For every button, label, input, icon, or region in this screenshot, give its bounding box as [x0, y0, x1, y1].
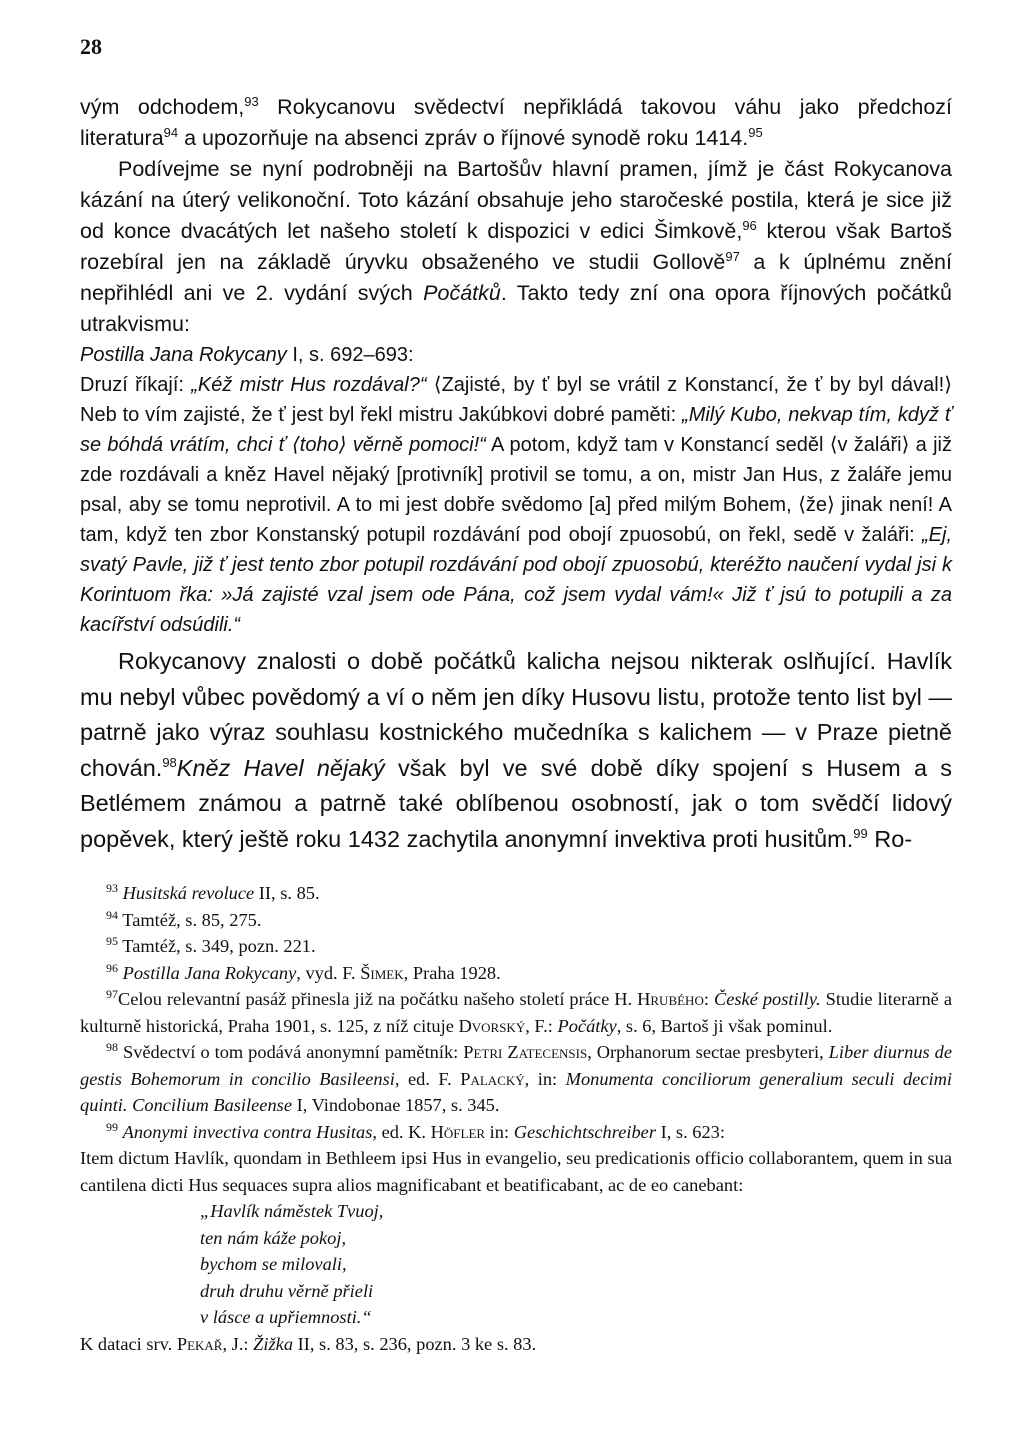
paragraph-1: vým odchodem,$^{93}$ Rokycanovu svědectví nepřikládá takovou váhu jako předchozí literatura$^{94}$ a upozorňuje na absenci zpráv o říjnové synodě roku 1414.95: [80, 93, 953, 150]
footnote-93: $^{93}$ Husitská revoluce II, s. 85.: [106, 880, 320, 903]
footnote-ref-94[interactable]: 94: [163, 124, 179, 140]
footnote-ref-96[interactable]: 96: [742, 217, 757, 233]
footnote-ref-97[interactable]: 97: [725, 248, 740, 264]
quote-block: [80, 340, 952, 640]
footnote-99: $^{99}$ Anonymi invectiva contra Husitas, ed. K. Höfler in: Geschichtschreiber I, s. 623:: [106, 1119, 725, 1142]
footnote-99-latin: Item dictum Havlík, quondam in Bethleem ipsi Hus in evangelio, seu predicationis officio collaborantem, quem in sua cantilena dicti Hus sequaces supra alios magnificabant et beatificabant, ac de eo canebant:: [80, 1148, 952, 1195]
footnote-ref-98[interactable]: 98: [162, 754, 177, 770]
main-text: [80, 92, 952, 857]
quote-text: Druzí říkají: „Kéž mistr Hus rozdával?“ ⟨Zajisté, by ť byl se vrátil z Konstancí, že ť by byl dával!⟩ Neb to vím zajisté, že ť jest byl řekl mistru Jakúbkovi dobré paměti: „Milý Kubo, nekvap tím, když ť se bóhdá vrátím, chci ť ⟨toho⟩ věrně pomoci!“ A potom, když tam v Konstancí seděl ⟨v žaláři⟩ a již zde rozdávali a kněz Havel nějaký [protivník] protivil se tomu, a on, mistr Jan Hus, z žaláře jemu psal, aby se tomu neprotivil. A to mi jest dobře svědomo [a] před milým Bohem, ⟨že⟩ jinak není! A tam, když ten zbor Konstanský potupil rozdávání pod obojí zpuosobú, on řekl, sedě v žaláři: „Ej, svatý Pavle, již ť jest tento zbor potupil rozdávání pod obojí zpuosobú, kteréžto naučení vydal jsi k Korintuom řka: »Já zajisté vzal jsem ode Pána, což jsem vydal vám!« Již ť jsú to potupili a za kacířství odsúdili.“: [80, 374, 953, 636]
footnote-98: $^{98}$ Svědectví o tom podává anonymní pamětník: Petri Zatecensis, Orphanorum sectae presbyteri, Liber diurnus de gestis Bohemorum in concilio Basileensi, ed. F. Palacký, in: Monumenta conciliorum generalium seculi decimi quinti. Concilium Basileense I, Vindobonae 1857, s. 345.: [80, 1039, 952, 1115]
footnote-ref-99[interactable]: 99: [853, 825, 868, 841]
poem-line: „Havlík náměstek Tvuoj,: [200, 1201, 384, 1221]
footnote-95: $^{95}$ Tamtéž, s. 349, pozn. 221.: [106, 933, 316, 956]
footnote-94: $^{94}$ Tamtéž, s. 85, 275.: [106, 907, 262, 930]
footnote-96: $^{96}$ Postilla Jana Rokycany, vyd. F. Šimek, Praha 1928.: [106, 960, 501, 983]
page-number: 28: [80, 34, 102, 59]
footnote-97: $^{97}$Celou relevantní pasáž přinesla již na počátku našeho století práce H. Hrubého: České postilly. Studie literarně a kulturně historická, Praha 1901, s. 125, z níž cituje Dvorský, F.: Počátky, s. 6, Bartoš ji však pominul.: [80, 986, 952, 1036]
paragraph-3: Rokycanovy znalosti o době počátků kalicha nejsou nikterak oslňující. Havlík mu nebyl vůbec povědomý a ví o něm jen díky Husovu listu, protože tento list byl — patrně jako výraz souhlasu kostnického mučedníka s kalichem — v Praze pietně chován.$^{98}$Kněz Havel nějaký však byl ve své době díky spojení s Husem a s Betlémem známou a patrně také oblíbenou osobností, jak o tom svědčí lidový popěvek, který ještě roku 1432 zachytila anonymní invektiva proti husitům.$^{99}$ Ro-: [80, 648, 952, 852]
poem-line: druh druhu věrně přieli: [200, 1280, 374, 1301]
quote-source: Postilla Jana Rokycany I, s. 692–693:: [80, 344, 414, 366]
book-title: Počátků: [423, 281, 501, 305]
poem-line: ten nám káže pokoj,: [200, 1227, 347, 1248]
poem-line: v lásce a upřiemnosti.“: [200, 1307, 372, 1327]
footnote-ref-93[interactable]: 93: [244, 93, 259, 109]
poem: [200, 1198, 952, 1331]
footnotes: [80, 880, 952, 1357]
footnote-ref-95[interactable]: 95: [748, 124, 763, 140]
footnote-99-dating: K dataci srv. Pekař, J.: Žižka II, s. 83, s. 236, pozn. 3 ke s. 83.: [80, 1333, 537, 1354]
poem-line: bychom se milovali,: [200, 1254, 347, 1274]
paragraph-2: Podívejme se nyní podrobněji na Bartošův hlavní pramen, jímž je část Rokycanova kázání na úterý velikonoční. Toto kázání obsahuje jeho staročeské postila, která je sice již od konce dvacátých let našeho století k dispozici v edici Šimkově,$^{96}$ kterou však Bartoš rozebíral jen na základě úryvku obsaženého ve studii Gollově$^{97}$ a k úplnému znění nepřihlédl ani ve 2. vydání svých Počátků. Takto tedy zní ona opora říjnových počátků utrakvismu:: [80, 157, 952, 336]
